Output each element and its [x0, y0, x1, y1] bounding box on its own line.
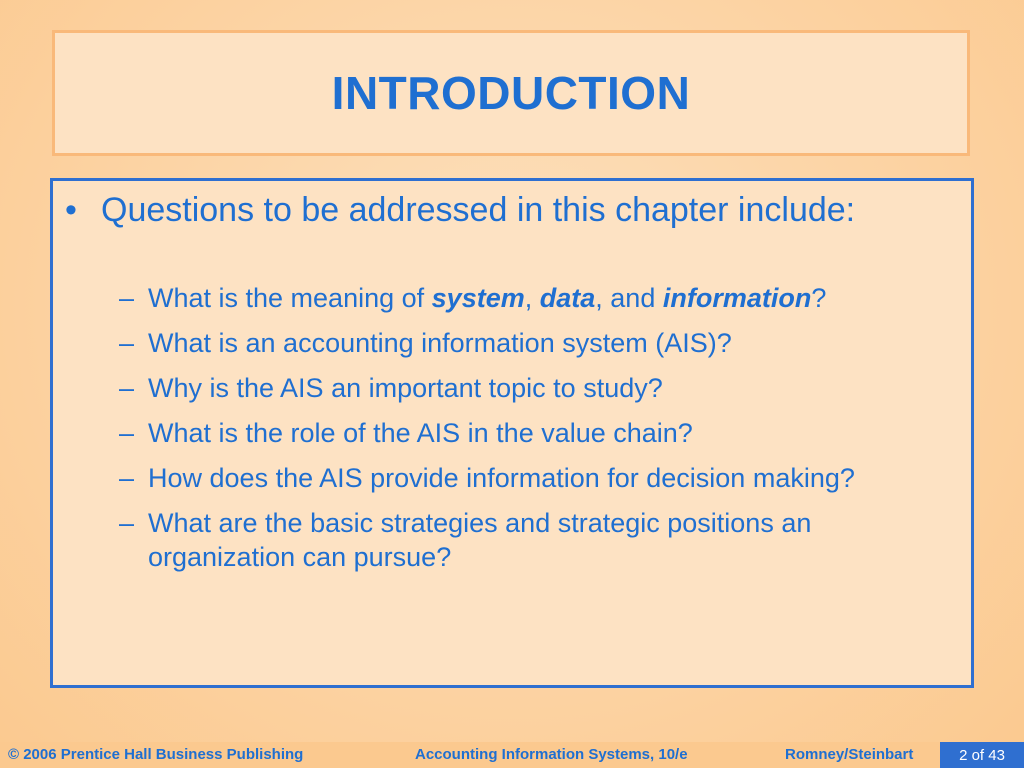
sub-bullet-6: [53, 506, 953, 574]
term-system: system: [431, 283, 525, 313]
footer-authors: Romney/Steinbart: [785, 746, 914, 763]
dash-icon: –: [119, 508, 135, 538]
dash-icon: –: [119, 373, 135, 403]
footer-bar: [0, 742, 1024, 768]
dash-icon: –: [119, 463, 135, 493]
sub-bullet-text: What is the role of the AIS in the value chain?: [148, 418, 693, 448]
sub-text-part: What is the meaning of: [148, 283, 432, 313]
dash-icon: –: [119, 418, 135, 448]
dash-icon: –: [119, 283, 135, 313]
sub-bullet-1: [53, 281, 953, 315]
footer-book-title: Accounting Information Systems, 10/e: [415, 746, 688, 763]
sub-bullet-text: What is an accounting information system (AIS)?: [148, 328, 732, 358]
term-information: information: [662, 283, 812, 313]
title-box: [52, 30, 970, 156]
sub-bullet-text: How does the AIS provide information for decision making?: [148, 463, 855, 493]
sub-bullet-4: [53, 416, 953, 450]
sub-text-part: ?: [811, 283, 827, 313]
sub-bullet-list: [53, 281, 953, 585]
sub-bullet-text: Why is the AIS an important topic to study?: [148, 373, 663, 403]
content-box: [50, 178, 974, 688]
sub-bullet-text: What are the basic strategies and strategic positions an organization can pursue?: [148, 508, 812, 572]
page-number: 2 of 43: [940, 742, 1024, 768]
footer-copyright: © 2006 Prentice Hall Business Publishing: [8, 746, 304, 763]
sub-bullet-2: [53, 326, 953, 360]
sub-bullet-text: [148, 281, 948, 315]
sub-text-part: ,: [524, 283, 540, 313]
sub-bullet-5: [53, 461, 953, 495]
sub-text-part: , and: [595, 283, 663, 313]
bullet-icon: •: [65, 191, 77, 229]
sub-bullet-3: [53, 371, 953, 405]
main-bullet-text: Questions to be addressed in this chapter include:: [101, 191, 856, 229]
slide-title: INTRODUCTION: [331, 67, 691, 119]
term-data: data: [539, 283, 596, 313]
dash-icon: –: [119, 328, 135, 358]
